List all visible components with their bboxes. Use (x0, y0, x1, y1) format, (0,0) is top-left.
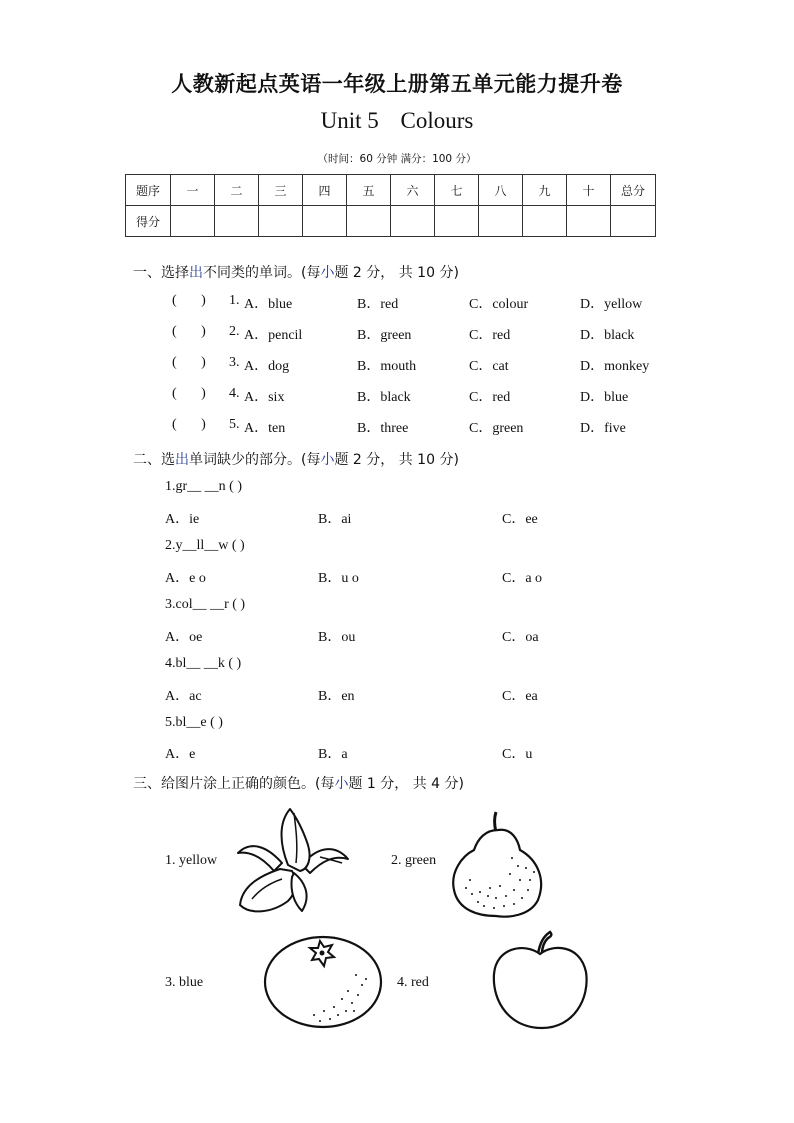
option-b: B．a (318, 747, 348, 762)
option-b: B．u o (318, 571, 359, 586)
score-cell: 得分 (126, 206, 171, 237)
section3-heading (133, 773, 464, 793)
option-b: B．red (357, 297, 399, 312)
heading-text: 单词缺少的部分。(每 (189, 452, 321, 468)
score-input-cell[interactable] (611, 206, 656, 237)
option-a: A．e o (165, 571, 206, 586)
question-number: 4. (229, 386, 240, 401)
pear-drawing[interactable] (450, 810, 548, 920)
heading-text: 一、选择 (133, 265, 189, 281)
score-input-cell[interactable] (303, 206, 347, 237)
unit-number: Unit 5 (320, 108, 379, 133)
question-stem: 1.gr__ __n ( ) (165, 479, 242, 494)
score-input-cell[interactable] (215, 206, 259, 237)
banana-drawing[interactable] (232, 805, 352, 917)
option-c: C．red (469, 390, 511, 405)
score-cell: 总分 (611, 175, 656, 206)
heading-text: 小 (320, 265, 335, 281)
option-d: D．five (580, 421, 626, 436)
answer-blank[interactable]: ( ) (172, 355, 206, 370)
orange-drawing[interactable] (262, 935, 384, 1030)
answer-blank[interactable]: ( ) (172, 293, 206, 308)
unit-subtitle (0, 108, 794, 134)
score-cell: 一 (171, 175, 215, 206)
heading-text: 小 (334, 776, 349, 792)
heading-text: 二、选 (133, 452, 175, 468)
item-label-green: 2. green (391, 853, 437, 868)
score-input-cell[interactable] (259, 206, 303, 237)
score-input-cell[interactable] (435, 206, 479, 237)
time-info: （时间：60 分钟 满分：100 分） (317, 153, 477, 165)
question-stem: 2.y__ll__w ( ) (165, 538, 245, 553)
heading-text: 题 2 分， 共 10 分) (334, 265, 459, 281)
option-a: A．oe (165, 630, 203, 645)
option-a: A．ac (165, 689, 202, 704)
score-input-cell[interactable] (523, 206, 567, 237)
option-c: C．red (469, 328, 511, 343)
score-cell: 九 (523, 175, 567, 206)
answer-blank[interactable]: ( ) (172, 417, 206, 432)
score-table (125, 174, 656, 237)
heading-text: 不同类的单词。(每 (203, 265, 321, 281)
heading-text: 出 (189, 265, 203, 281)
option-c: C．oa (502, 630, 539, 645)
question-number: 3. (229, 355, 240, 370)
question-number: 1. (229, 293, 240, 308)
heading-text: 三、给图片涂上正确的颜色。(每 (133, 776, 335, 792)
option-b: B．three (357, 421, 409, 436)
option-b: B．green (357, 328, 412, 343)
page-title: 人教新起点英语一年级上册第五单元能力提升卷 (171, 72, 623, 96)
option-a: A．e (165, 747, 196, 762)
section1-heading (133, 262, 459, 282)
option-a: A．blue (244, 297, 293, 312)
score-cell: 三 (259, 175, 303, 206)
answer-blank[interactable]: ( ) (172, 324, 206, 339)
heading-text: 题 1 分， 共 4 分) (348, 776, 464, 792)
score-cell: 四 (303, 175, 347, 206)
option-a: A．dog (244, 359, 290, 374)
option-d: D．blue (580, 390, 629, 405)
heading-text: 小 (320, 452, 335, 468)
question-stem: 3.col__ __r ( ) (165, 597, 246, 612)
option-a: A．ie (165, 512, 200, 527)
item-label-blue: 3. blue (165, 975, 204, 990)
option-c: C．green (469, 421, 524, 436)
option-b: B．ai (318, 512, 352, 527)
question-stem: 5.bl__e ( ) (165, 715, 223, 730)
option-a: A．six (244, 390, 285, 405)
score-cell: 六 (391, 175, 435, 206)
option-c: C．a o (502, 571, 543, 586)
score-table-header-row (126, 175, 656, 206)
question-stem: 4.bl__ __k ( ) (165, 656, 242, 671)
option-d: D．black (580, 328, 635, 343)
question-number: 5. (229, 417, 240, 432)
option-c: C．ea (502, 689, 538, 704)
option-a: A．ten (244, 421, 286, 436)
score-input-cell[interactable] (479, 206, 523, 237)
score-cell: 题序 (126, 175, 171, 206)
option-b: B．mouth (357, 359, 417, 374)
score-input-cell[interactable] (171, 206, 215, 237)
option-c: C．colour (469, 297, 529, 312)
option-d: D．yellow (580, 297, 643, 312)
option-a: A．pencil (244, 328, 303, 343)
heading-text: 题 2 分， 共 10 分) (334, 452, 459, 468)
item-label-red: 4. red (397, 975, 429, 990)
option-c: C．cat (469, 359, 509, 374)
item-label-yellow: 1. yellow (165, 853, 218, 868)
score-cell: 五 (347, 175, 391, 206)
option-b: B．ou (318, 630, 356, 645)
apple-drawing[interactable] (490, 928, 590, 1032)
score-input-cell[interactable] (391, 206, 435, 237)
unit-topic: Colours (400, 108, 474, 133)
option-c: C．u (502, 747, 533, 762)
score-table-score-row (126, 206, 656, 237)
section2-heading (133, 449, 459, 469)
score-input-cell[interactable] (567, 206, 611, 237)
heading-text: 出 (175, 452, 189, 468)
option-c: C．ee (502, 512, 538, 527)
option-b: B．en (318, 689, 355, 704)
score-cell: 二 (215, 175, 259, 206)
option-b: B．black (357, 390, 411, 405)
answer-blank[interactable]: ( ) (172, 386, 206, 401)
score-input-cell[interactable] (347, 206, 391, 237)
question-number: 2. (229, 324, 240, 339)
score-cell: 十 (567, 175, 611, 206)
option-d: D．monkey (580, 359, 650, 374)
score-cell: 七 (435, 175, 479, 206)
score-cell: 八 (479, 175, 523, 206)
